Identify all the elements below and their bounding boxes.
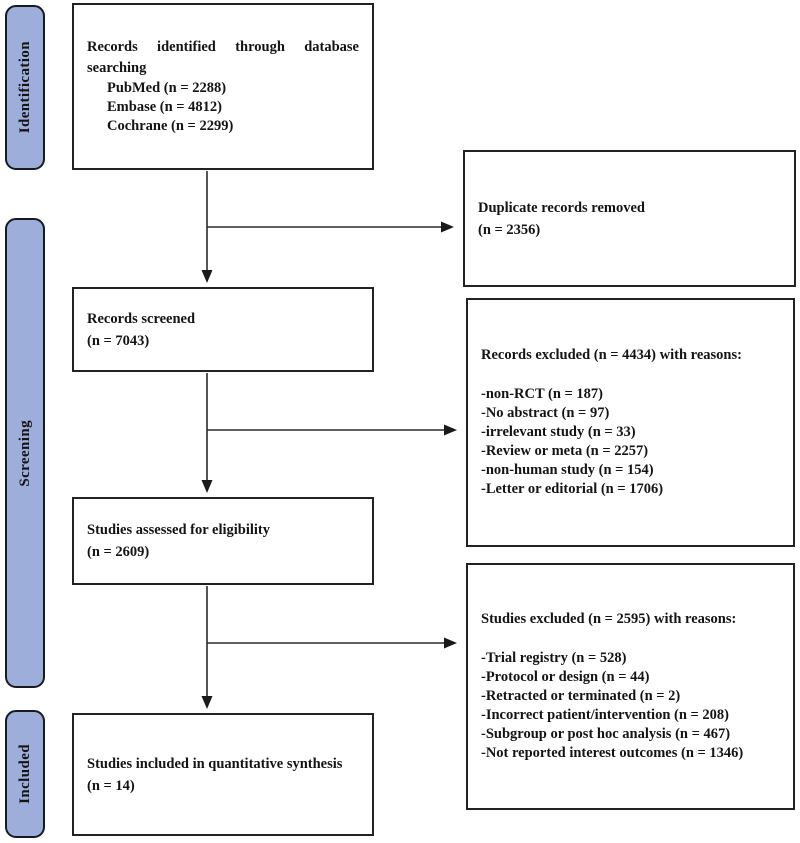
box-duplicates-removed xyxy=(463,150,796,287)
box-studies-assessed xyxy=(72,497,374,585)
studies-excluded-title: Studies excluded (n = 2595) with reasons: xyxy=(481,611,737,627)
exclusion-reason: -Subgroup or post hoc analysis (n = 467) xyxy=(481,726,731,742)
exclusion-reason: -non-human study (n = 154) xyxy=(481,462,654,478)
duplicates-removed-label: Duplicate records removed xyxy=(478,199,645,216)
stage-identification xyxy=(5,5,45,170)
database-source-list xyxy=(87,79,359,136)
stage-included xyxy=(5,710,45,838)
exclusion-reason: -non-RCT (n = 187) xyxy=(481,386,603,402)
duplicates-removed-count: (n = 2356) xyxy=(478,221,541,238)
box-records-identified xyxy=(72,3,374,170)
box-records-screened xyxy=(72,287,374,372)
exclusion-reason: -Letter or editorial (n = 1706) xyxy=(481,481,664,497)
records-excluded-title: Records excluded (n = 4434) with reasons: xyxy=(481,347,742,363)
stage-identification-label: Identification xyxy=(16,41,33,134)
studies-included-count: (n = 14) xyxy=(87,777,135,794)
exclusion-reason: -Retracted or terminated (n = 2) xyxy=(481,688,681,704)
exclusion-reason: -Not reported interest outcomes (n = 1346) xyxy=(481,745,744,761)
exclusion-reason: -Trial registry (n = 528) xyxy=(481,650,627,666)
exclusion-reason: -irrelevant study (n = 33) xyxy=(481,424,636,440)
records-excluded-reason-list xyxy=(481,385,780,499)
exclusion-reason: -Review or meta (n = 2257) xyxy=(481,443,649,459)
exclusion-reason: -No abstract (n = 97) xyxy=(481,405,610,421)
exclusion-reason: -Incorrect patient/intervention (n = 208) xyxy=(481,707,730,723)
database-source-count: Cochrane (n = 2299) xyxy=(107,118,234,134)
records-identified-heading: Records identified through database searching xyxy=(87,39,359,76)
studies-assessed-label: Studies assessed for eligibility xyxy=(87,522,271,538)
stage-screening xyxy=(5,218,45,688)
stage-screening-label: Screening xyxy=(16,419,33,487)
studies-included-label: Studies included in quantitative synthesis xyxy=(87,755,343,772)
database-source-count: Embase (n = 4812) xyxy=(107,99,223,115)
box-studies-excluded xyxy=(466,563,795,810)
studies-excluded-reason-list xyxy=(481,649,780,763)
box-records-excluded xyxy=(466,298,795,547)
stage-included-label: Included xyxy=(16,744,33,804)
records-screened-label: Records screened xyxy=(87,310,196,327)
studies-assessed-count: (n = 2609) xyxy=(87,544,150,560)
exclusion-reason: -Protocol or design (n = 44) xyxy=(481,669,650,685)
database-source-count: PubMed (n = 2288) xyxy=(107,80,227,96)
box-studies-included xyxy=(72,713,374,836)
records-screened-count: (n = 7043) xyxy=(87,332,150,349)
